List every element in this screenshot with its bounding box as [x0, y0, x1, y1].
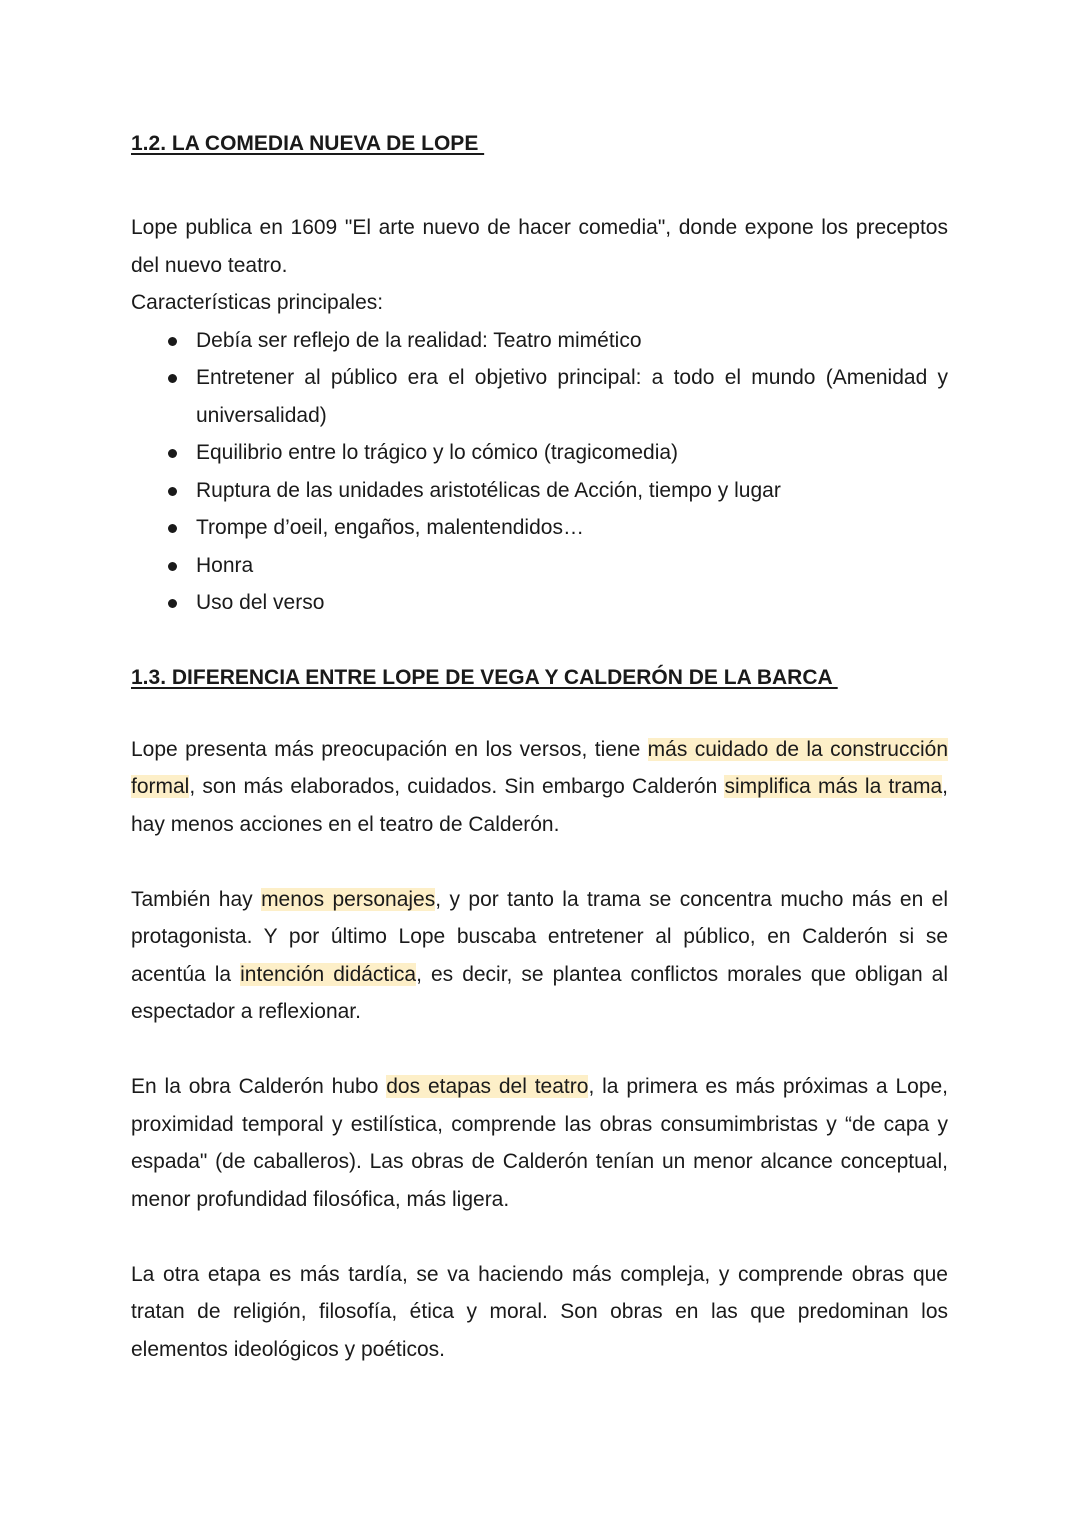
features-list: [131, 322, 948, 622]
document-page: [131, 128, 948, 1368]
section-heading-comedia-nueva: 1.2. LA COMEDIA NUEVA DE LOPE: [131, 132, 485, 155]
list-item: Equilibrio entre lo trágico y lo cómico (tragicomedia): [131, 434, 948, 472]
bullet-icon: [168, 562, 177, 571]
highlight: intención didáctica: [240, 962, 417, 986]
list-item: Debía ser reflejo de la realidad: Teatro mimético: [131, 322, 948, 360]
list-item: Ruptura de las unidades aristotélicas de Acción, tiempo y lugar: [131, 472, 948, 510]
list-item: Uso del verso: [131, 584, 948, 622]
list-item: Entretener al público era el objetivo principal: a todo el mundo (Amenidad y universalidad): [131, 359, 948, 434]
highlight: dos etapas del teatro: [386, 1075, 589, 1098]
intro-paragraph: Lope publica en 1609 "El arte nuevo de hacer comedia", donde expone los preceptos del nuevo teatro.: [131, 216, 948, 277]
highlight: simplifica más la trama: [724, 775, 943, 798]
section-heading-diferencia: 1.3. DIFERENCIA ENTRE LOPE DE VEGA Y CALDERÓN DE LA BARCA: [131, 665, 838, 689]
bullet-icon: [168, 524, 177, 533]
paragraph-otra-etapa: La otra etapa es más tardía, se va haciendo más compleja, y comprende obras que tratan de religión, filosofía, ética y moral. Son obras en las que predominan los elementos ideológicos y poéticos.: [131, 1262, 948, 1361]
bullet-icon: [168, 449, 177, 458]
paragraph-personajes: También hay menos personajes, y por tanto la trama se concentra mucho más en el protagonista. Y por último Lope buscaba entretener al público, en Calderón si se acentúa la intención didáctica, es decir, se plantea conflictos morales que obligan al espectador a reflexionar.: [131, 887, 949, 1023]
bullet-icon: [168, 599, 177, 608]
features-label: Características principales:: [131, 291, 384, 314]
paragraph-etapas: En la obra Calderón hubo dos etapas del teatro, la primera es más próximas a Lope, proximidad temporal y estilística, comprende las obras consumimbristas y “de capa y espada" (de caballeros). Las obras de Calderón tenían un menor alcance conceptual, menor profundidad filosófica, más ligera.: [131, 1075, 949, 1211]
bullet-icon: [168, 487, 177, 496]
bullet-icon: [168, 337, 177, 346]
list-item: Honra: [131, 547, 948, 585]
bullet-icon: [168, 374, 177, 383]
highlight: más cuidado de la construcción formal: [131, 737, 948, 798]
highlight: menos personajes: [261, 887, 436, 911]
list-item: Trompe d’oeil, engaños, malentendidos…: [131, 509, 948, 547]
paragraph-lope-vs-calderon: Lope presenta más preocupación en los versos, tiene más cuidado de la construcción formal, son más elaborados, cuidados. Sin embargo Calderón simplifica más la trama, hay menos acciones en el teatro de Calderón.: [131, 737, 948, 836]
